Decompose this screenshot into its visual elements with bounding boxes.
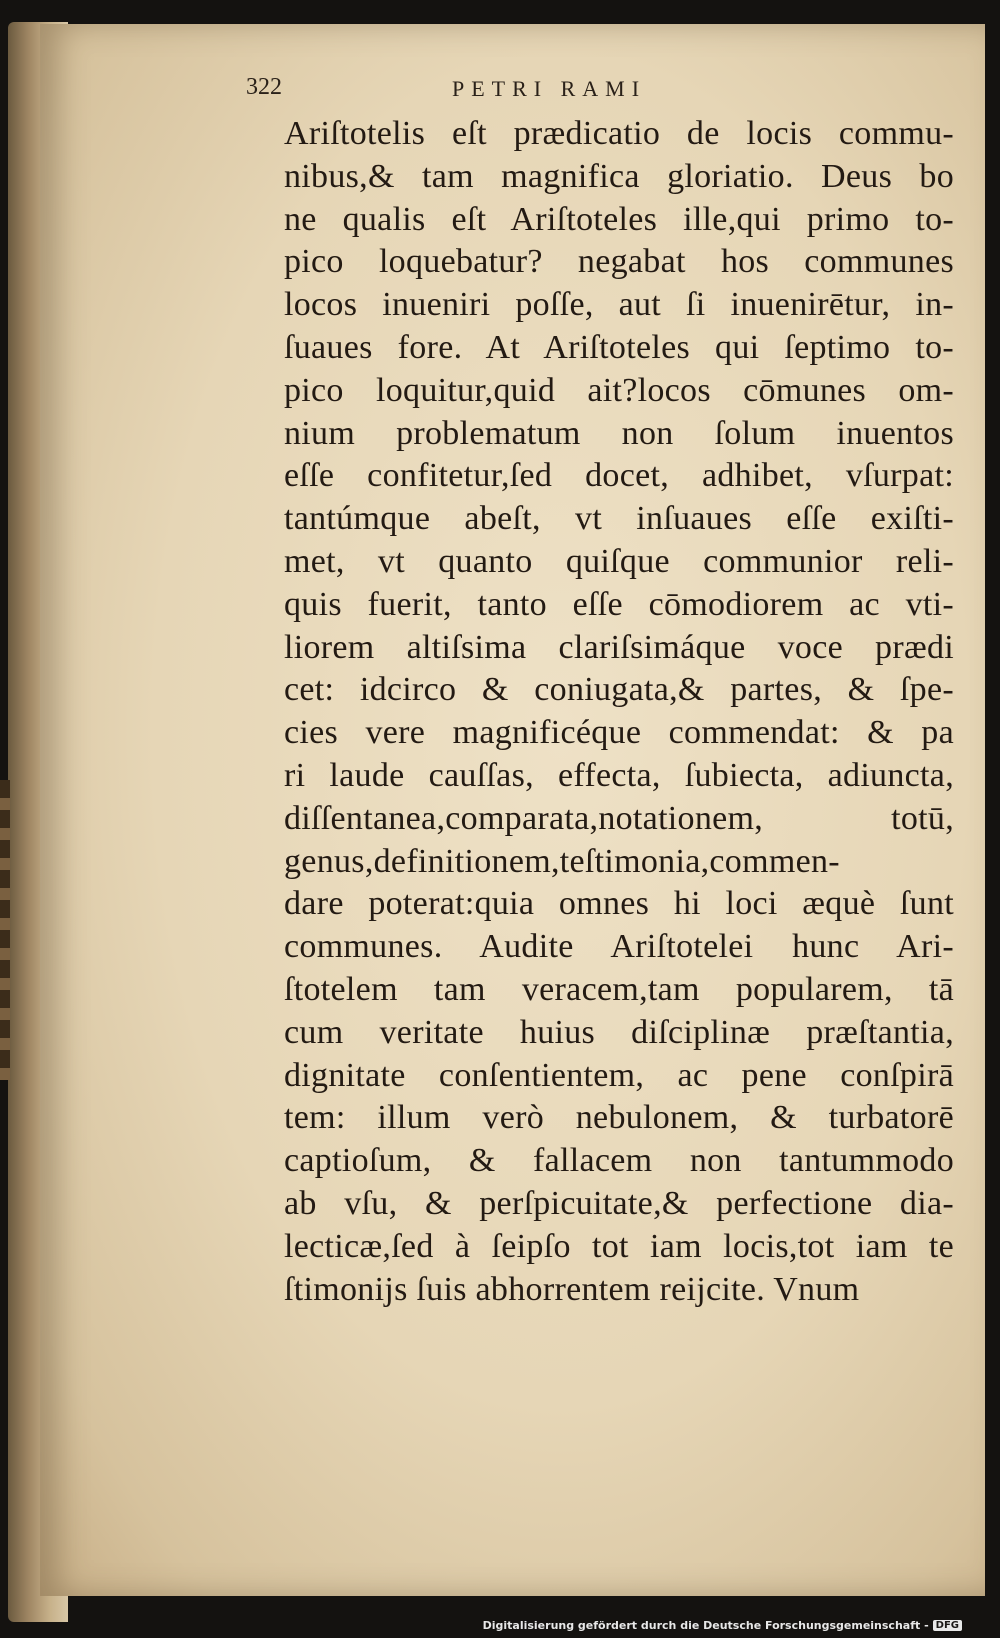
text-line: lecticæ,ſed à ſeipſo tot iam locis,tot iam te <box>284 1227 954 1265</box>
text-line: locos inueniri poſſe, aut ſi inuenirētur, in- <box>284 286 954 324</box>
spine-marks <box>0 780 10 1080</box>
text-line: nibus,& tam magnifica gloriatio. Deus bo <box>284 157 954 195</box>
running-head-title: PETRI RAMI <box>452 76 647 101</box>
text-line: cum veritate huius diſciplinæ præſtantia, <box>284 1013 954 1051</box>
text-line: genus,definitionem,teſtimonia,commen- <box>284 842 840 880</box>
text-line: ri laude cauſſas, effecta, ſubiecta, adiuncta, <box>284 756 954 794</box>
text-line: liorem altiſsima clariſsimáque voce prædi <box>284 628 954 666</box>
text-line: pico loquebatur? negabat hos communes <box>284 243 954 281</box>
text-line: ſtimonijs ſuis abhorrentem reijcite. Vnum <box>284 1270 860 1308</box>
text-line: ab vſu, & perſpicuitate,& perfectione dia- <box>284 1184 954 1222</box>
page-number: 322 <box>246 74 282 100</box>
text-line: dare poterat:quia omnes hi loci æquè ſunt <box>284 885 954 923</box>
text-line: dignitate conſentientem, ac pene conſpirā <box>284 1056 954 1094</box>
credit-text: Digitalisierung gefördert durch die Deutsche Forschungsgemeinschaft - <box>482 1619 929 1632</box>
text-line: nium problematum non ſolum inuentos <box>284 414 954 452</box>
text-line: Ariſtotelis eſt prædicatio de locis commu- <box>284 115 954 152</box>
body-text <box>284 113 954 1311</box>
text-line: eſſe confitetur,ſed docet, adhibet, vſurpat: <box>284 457 954 495</box>
dfg-logo: DFG <box>933 1620 962 1631</box>
text-line: cet: idcirco & coniugata,& partes, & ſpe- <box>284 671 954 709</box>
running-head <box>246 74 946 108</box>
text-line: pico loquitur,quid ait?locos cōmunes om- <box>284 371 954 409</box>
text-line: tantúmque abeſt, vt inſuaues eſſe exiſti- <box>284 500 954 538</box>
text-line: met, vt quanto quiſque communior reli- <box>284 542 954 580</box>
text-line: captioſum, & fallacem non tantummodo <box>284 1142 954 1180</box>
text-line: communes. Audite Ariſtotelei hunc Ari- <box>284 928 954 966</box>
text-line: ſuaues fore. At Ariſtoteles qui ſeptimo to- <box>284 328 954 366</box>
text-line: quis fuerit, tanto eſſe cōmodiorem ac vti- <box>284 585 954 623</box>
text-line: diſſentanea,comparata,notationem, totū, <box>284 799 954 837</box>
text-line: cies vere magnificéque commendat: & pa <box>284 714 954 752</box>
text-line: ſtotelem tam veracem,tam popularem, tā <box>284 970 954 1008</box>
digitization-credit <box>483 1619 962 1632</box>
text-line: ne qualis eſt Ariſtoteles ille,qui primo to- <box>284 200 954 238</box>
text-line: tem: illum verò nebulonem, & turbatorē <box>284 1099 954 1137</box>
